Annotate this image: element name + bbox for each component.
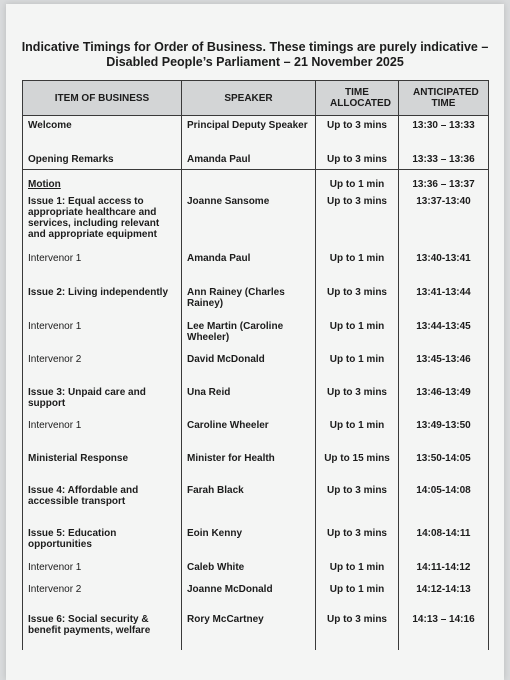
item-cell: Issue 4: Affordable and accessible transport <box>23 481 182 524</box>
allocated-cell: Up to 3 mins <box>316 150 399 170</box>
time-cell: 13:37-13:40 <box>399 192 489 249</box>
speaker-cell: David McDonald <box>182 350 316 383</box>
table-row <box>23 116 489 150</box>
allocated-cell: Up to 1 min <box>316 170 399 192</box>
table-row <box>23 416 489 449</box>
table-row <box>23 150 489 170</box>
table-header-row <box>23 81 489 116</box>
table-row <box>23 558 489 580</box>
table-row <box>23 249 489 283</box>
time-cell: 13:30 – 13:33 <box>399 116 489 150</box>
allocated-cell: Up to 15 mins <box>316 449 399 481</box>
item-cell: Welcome <box>23 116 182 150</box>
allocated-cell: Up to 3 mins <box>316 116 399 150</box>
speaker-cell: Eoin Kenny <box>182 524 316 558</box>
speaker-cell: Caleb White <box>182 558 316 580</box>
speaker-cell: Ann Rainey (Charles Rainey) <box>182 283 316 317</box>
item-cell: Issue 6: Social security & benefit payments, welfare <box>23 610 182 650</box>
column-header-anticipated-time: ANTICIPATED TIME <box>399 81 489 116</box>
table-row <box>23 192 489 249</box>
table-row <box>23 449 489 481</box>
time-cell: 13:41-13:44 <box>399 283 489 317</box>
allocated-cell: Up to 3 mins <box>316 610 399 650</box>
speaker-cell: Farah Black <box>182 481 316 524</box>
table-row <box>23 383 489 416</box>
item-cell: Intervenor 1 <box>23 558 182 580</box>
item-cell: Intervenor 1 <box>23 317 182 350</box>
title-line-2: Disabled People’s Parliament – 21 November 2025 <box>106 55 404 69</box>
speaker-cell: Lee Martin (Caroline Wheeler) <box>182 317 316 350</box>
table-row <box>23 283 489 317</box>
allocated-cell: Up to 1 min <box>316 317 399 350</box>
speaker-cell: Minister for Health <box>182 449 316 481</box>
item-cell: Issue 2: Living independently <box>23 283 182 317</box>
time-cell: 13:49-13:50 <box>399 416 489 449</box>
speaker-cell: Rory McCartney <box>182 610 316 650</box>
speaker-cell: Caroline Wheeler <box>182 416 316 449</box>
item-cell: Issue 1: Equal access to appropriate healthcare and services, including relevant and appropriate equipment <box>23 192 182 249</box>
allocated-cell: Up to 3 mins <box>316 524 399 558</box>
title-line-1: Indicative Timings for Order of Business. These timings are purely indicative – <box>21 40 489 54</box>
table-row <box>23 610 489 650</box>
speaker-cell: Amanda Paul <box>182 249 316 283</box>
item-cell: Intervenor 2 <box>23 580 182 610</box>
time-cell: 14:05-14:08 <box>399 481 489 524</box>
item-cell: Issue 5: Education opportunities <box>23 524 182 558</box>
item-cell: Ministerial Response <box>23 449 182 481</box>
time-cell: 13:40-13:41 <box>399 249 489 283</box>
table-row <box>23 350 489 383</box>
allocated-cell: Up to 1 min <box>316 416 399 449</box>
column-header-time-allocated: TIME ALLOCATED <box>316 81 399 116</box>
order-of-business-table <box>22 80 489 650</box>
column-header-item: ITEM OF BUSINESS <box>23 81 182 116</box>
allocated-cell: Up to 3 mins <box>316 481 399 524</box>
allocated-cell: Up to 1 min <box>316 580 399 610</box>
speaker-cell: Una Reid <box>182 383 316 416</box>
item-cell: Issue 3: Unpaid care and support <box>23 383 182 416</box>
item-cell: Opening Remarks <box>23 150 182 170</box>
allocated-cell: Up to 1 min <box>316 558 399 580</box>
allocated-cell: Up to 3 mins <box>316 283 399 317</box>
time-cell: 13:45-13:46 <box>399 350 489 383</box>
speaker-cell: Principal Deputy Speaker <box>182 116 316 150</box>
time-cell: 14:11-14:12 <box>399 558 489 580</box>
time-cell: 13:50-14:05 <box>399 449 489 481</box>
table-row <box>23 317 489 350</box>
allocated-cell: Up to 3 mins <box>316 383 399 416</box>
table-row <box>23 580 489 610</box>
table-row <box>23 481 489 524</box>
time-cell: 13:46-13:49 <box>399 383 489 416</box>
column-header-speaker: SPEAKER <box>182 81 316 116</box>
table-row <box>23 170 489 192</box>
speaker-cell <box>182 170 316 192</box>
allocated-cell: Up to 3 mins <box>316 192 399 249</box>
item-cell: Intervenor 1 <box>23 416 182 449</box>
allocated-cell: Up to 1 min <box>316 350 399 383</box>
speaker-cell: Joanne McDonald <box>182 580 316 610</box>
table-row <box>23 524 489 558</box>
time-cell: 14:12-14:13 <box>399 580 489 610</box>
time-cell: 14:08-14:11 <box>399 524 489 558</box>
time-cell: 14:13 – 14:16 <box>399 610 489 650</box>
time-cell: 13:36 – 13:37 <box>399 170 489 192</box>
item-cell: Motion <box>23 170 182 192</box>
speaker-cell: Amanda Paul <box>182 150 316 170</box>
document-title <box>6 40 504 70</box>
item-cell: Intervenor 1 <box>23 249 182 283</box>
speaker-cell: Joanne Sansome <box>182 192 316 249</box>
time-cell: 13:44-13:45 <box>399 317 489 350</box>
allocated-cell: Up to 1 min <box>316 249 399 283</box>
item-cell: Intervenor 2 <box>23 350 182 383</box>
time-cell: 13:33 – 13:36 <box>399 150 489 170</box>
